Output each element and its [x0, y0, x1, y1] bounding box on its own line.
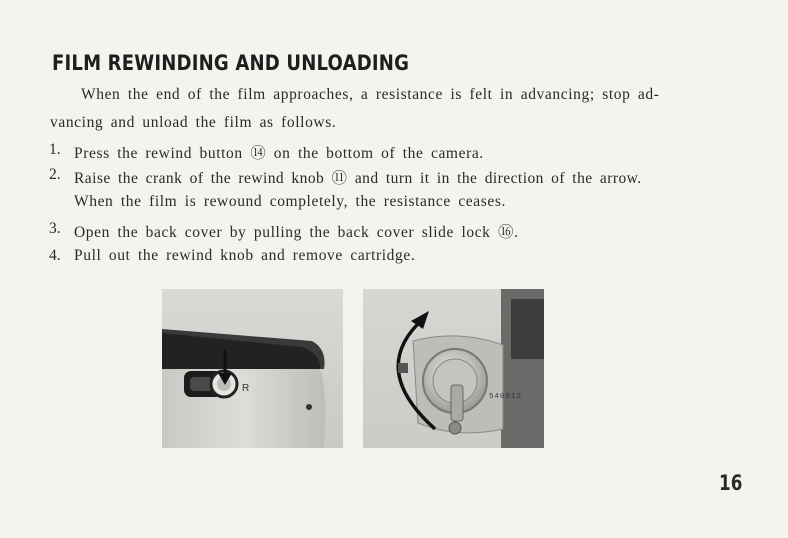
- step-3-text: Open the back cover by pulling the back cover slide lock ⑯.: [74, 224, 519, 241]
- section-heading: FILM REWINDING AND UNLOADING: [52, 51, 410, 75]
- page-number: 16: [719, 471, 743, 495]
- intro-line-2: vancing and unload the film as follows.: [50, 114, 337, 131]
- step-4-number: 4.: [49, 247, 61, 264]
- rewind-knob-photo: [363, 289, 544, 448]
- step-2-continuation: When the film is rewound completely, the resistance ceases.: [74, 193, 506, 210]
- rewind-button-photo: [162, 289, 343, 448]
- step-1-text: Press the rewind button ⑭ on the bottom of the camera.: [74, 145, 484, 162]
- step-1-number: 1.: [49, 141, 61, 158]
- intro-line-1: When the end of the film approaches, a resistance is felt in advancing; stop ad-: [81, 86, 660, 103]
- serial-number-label: 540812: [489, 393, 523, 401]
- step-4-text: Pull out the rewind knob and remove cartridge.: [74, 247, 416, 264]
- step-3-number: 3.: [49, 220, 61, 237]
- step-2-number: 2.: [49, 166, 61, 183]
- photo-r-label: R: [242, 383, 250, 394]
- step-2-text: Raise the crank of the rewind knob ⑪ and turn it in the direction of the arrow.: [74, 170, 642, 187]
